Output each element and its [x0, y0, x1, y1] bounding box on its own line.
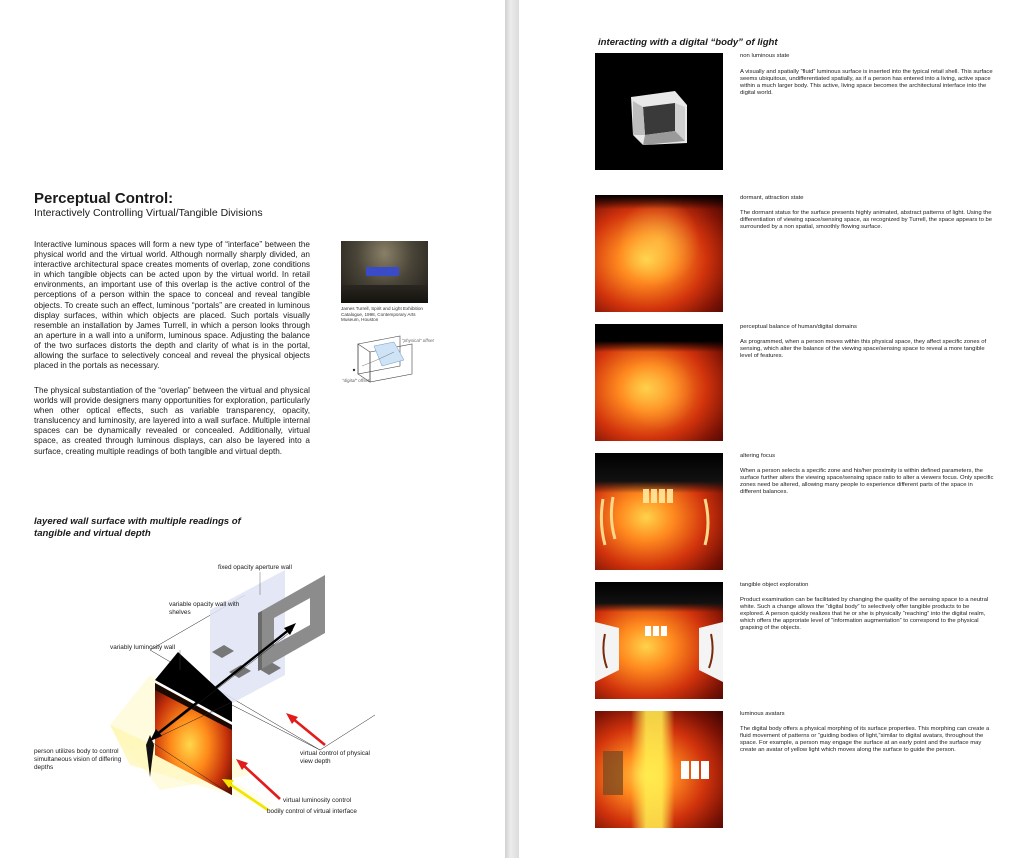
- step-desc-1: A visually and spatially “fluid” luminous surface is inserted into the typical retail shell. This surface seems ubiquitous, undifferentiated spatially, as if a person has entered into a living, active space within a much larger body. This active, living space becomes the architectural interface into the digital world.: [740, 69, 993, 97]
- sketch-label-digital: "digital" offset: [342, 378, 370, 383]
- sketch-label-physical: "physical" offset: [402, 338, 434, 343]
- step-image-perceptual-balance: [595, 324, 723, 441]
- luminous-portal: [366, 267, 399, 276]
- label-fixed-wall: fixed opacity aperture wall: [218, 564, 292, 571]
- photo-caption: James Turrell, Spirit and Light Exhibition Catalogue, 1998, Contemporary Arts Museum, Houston: [341, 306, 423, 323]
- step-image-luminous-avatars: [595, 711, 723, 828]
- layered-wall-diagram: [0, 555, 505, 858]
- step-desc-5: Product examination can be facilitated by changing the quality of the sensing space to a neutral white. Such a change allows the “digital body” to selectively offer tangible products to be explored. A person quickly realizes that he or she is physically “reaching” into the digital realm, which offers the approriate level of “information augmentation” to correspond to the physical grapsing of the objects.: [740, 597, 989, 632]
- right-page: [519, 0, 1024, 858]
- step-desc-6: The digital body offers a physical morphing of its surface properties. This morphing can create a fluid movement of patterns or “guiding bodies of light,”similar to digital avatars, throughout the space. For example, a person may engage the surface at an early point and the surface may create an avatar of yellow light which moves along the surface to guide the person.: [740, 726, 990, 754]
- page-subtitle: Interactively Controlling Virtual/Tangible Divisions: [34, 207, 263, 219]
- diagram-heading: layered wall surface with multiple readings of tangible and virtual depth: [34, 516, 241, 539]
- step-title-4: altering focus: [740, 453, 776, 459]
- label-bodily-control: bodily control of virtual interface: [267, 808, 357, 815]
- step-desc-3: As programmed, when a person moves within this physical space, they affect specific zones of sensing, which alter the balance of the viewing space/sensing space to reveal a more tangible level of features.: [740, 339, 987, 360]
- step-title-3: perceptual balance of human/digital domains: [740, 324, 857, 330]
- body-paragraph-1: Interactive luminous spaces will form a new type of “interface” between the physical world and the virtual world. Although normally sharply divided, an interactive architectural space creates moments of overlap, zone conditions in which tangible objects can be acted upon by the virtual world. In retail environments, an important use of this overlap is the active control of the perceptions of a person within the space to conceal and reveal tangible objects. To create such an effect, luminous “portals” are created in luminous display surfaces, within which objects are placed. Such portals visually resemble an installation by James Turrell, in which a person looks through an aperture in a wall into a uniform, luminous space. Adjusting the balance of the two surfaces distorts the depth and clarity of what is in the portal, allowing the surface to selectively conceal and reveal the physical objects placed in the portals as necessary.: [34, 240, 310, 371]
- step-desc-2: The dormant status for the surface presents highly animated, abstract patterns of light. Using the differentiation of viewing space/sensing space, as recognized by Turrell, the space appears to be surrounded by a non spatial, smoothly flowing surface.: [740, 210, 993, 231]
- body-paragraph-2: The physical substantiation of the “overlap” between the virtual and physical worlds will provide designers many opportunities for exploration, particularly when other optical effects, such as variable transparency, opacity, translucency and luminosity, are layered into a wall surface. Multiple internal spaces can be dynamically revealed or concealed. Additionally, virtual space, as created through luminous displays, can also be layered into a surface, creating multiple readings of both tangible and virtual depth.: [34, 386, 310, 456]
- right-page-heading: interacting with a digital “body” of light: [598, 37, 778, 48]
- step-image-altering-focus: [595, 453, 723, 570]
- step-title-2: dormant, attraction state: [740, 195, 804, 201]
- step-title-5: tangible object exploration: [740, 582, 809, 588]
- label-virtual-luminosity: virtual luminosity control: [283, 797, 352, 804]
- step-title-6: luminous avatars: [740, 711, 785, 717]
- page-gutter: [505, 0, 519, 858]
- label-variable-opacity: variable opacity wall with shelves: [169, 601, 240, 616]
- left-page: [0, 0, 505, 858]
- step-desc-4: When a person selects a specific zone and his/her proximity is within defined parameters, the surface further alters the viewing space/sensing space ratio to alter a viewers focus. Only specific zones need be altered, allowing many people to experience different parts of the space in different balances.: [740, 468, 994, 496]
- page-title: Perceptual Control:: [34, 190, 174, 207]
- label-person: person utilizes body to control simultaneous vision of differing depths: [34, 748, 122, 771]
- step-title-1: non luminous state: [740, 53, 790, 59]
- step-image-dormant: [595, 195, 723, 312]
- label-virtual-view: virtual control of physical view depth: [300, 750, 370, 765]
- step-image-non-luminous: [595, 53, 723, 170]
- label-luminosity-wall: variably luminosity wall: [110, 644, 175, 651]
- turrell-installation-photo: [341, 241, 428, 303]
- step-image-tangible-exploration: [595, 582, 723, 699]
